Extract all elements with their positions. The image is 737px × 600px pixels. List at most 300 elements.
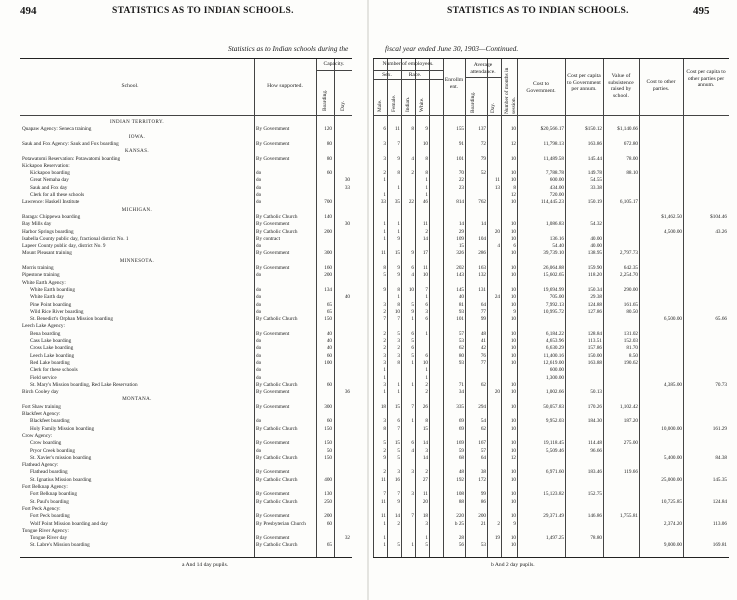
indian-count (402, 367, 414, 374)
attendance-boarding (466, 294, 486, 301)
statistics-row (373, 302, 729, 309)
months-in-session: 10 (510, 491, 516, 498)
months-in-session: 10 (510, 359, 516, 366)
male-count: 1 (383, 221, 386, 228)
white-count: 14 (422, 440, 428, 447)
indian-count: 10 (408, 286, 414, 293)
statistics-row (373, 170, 729, 177)
indian-count (402, 280, 414, 287)
cost-other-parties: 10,725.85 (661, 498, 682, 505)
capacity-day (335, 462, 350, 469)
capacity-boarding: 300 (324, 250, 332, 257)
statistics-row (373, 462, 729, 469)
footnote-right: b And 2 day pupils. (491, 562, 535, 568)
enrollment (444, 433, 464, 440)
section-heading: KANSAS. (124, 149, 150, 155)
column-per-capita-government: Cost per capita to Government per annum. (567, 73, 601, 92)
male-count: 8 (383, 265, 386, 271)
months-in-session (502, 163, 516, 170)
support-type: do (256, 345, 262, 352)
school-row (20, 156, 352, 163)
attendance-boarding: 200 (478, 513, 486, 520)
capacity-boarding: 65 (326, 542, 332, 549)
subsistence-value (604, 280, 638, 287)
female-count: 9 (397, 155, 400, 162)
school-name: Great Nemaha day (30, 177, 69, 184)
cost-other-parties (640, 185, 682, 192)
cost-other-parties (640, 141, 682, 148)
per-capita-other: 169.81 (712, 542, 727, 549)
female-count: 8 (397, 286, 400, 293)
column-how-supported: How supported. (267, 83, 303, 89)
school-row (20, 455, 352, 462)
months-in-session: 10 (510, 345, 516, 352)
capacity-boarding (317, 411, 332, 418)
per-capita-other: 161.29 (712, 425, 727, 432)
school-name: Cass Lake boarding (30, 338, 72, 344)
subsistence-value (604, 323, 638, 330)
school-row (20, 170, 352, 177)
cost-other-parties: 6,500.00 (663, 316, 682, 323)
capacity-boarding: 200 (324, 228, 332, 235)
subsistence-value (604, 294, 638, 301)
per-capita-cost (566, 542, 602, 549)
per-capita-cost: 150.00 (587, 352, 602, 359)
attendance-day (488, 433, 500, 440)
cost-to-government: 434.00 (549, 184, 564, 191)
cost-other-parties (640, 448, 682, 455)
attendance-boarding: 48 (480, 330, 486, 337)
school-name: Morris training (22, 265, 54, 271)
per-capita-other (684, 126, 727, 133)
attendance-day (488, 506, 500, 513)
white-count: 11 (423, 221, 428, 228)
attendance-boarding (466, 528, 486, 535)
school-row (20, 302, 352, 309)
attendance-boarding: 38 (480, 469, 486, 476)
cost-other-parties (640, 375, 682, 382)
subsistence-value (604, 455, 638, 462)
capacity-day (335, 265, 350, 272)
female-count (388, 192, 400, 199)
subsistence-value: 642.35 (623, 265, 638, 271)
statistics-row (373, 280, 729, 287)
attendance-day (488, 141, 500, 148)
female-count: 11 (395, 126, 400, 133)
attendance-day (488, 345, 500, 352)
enrollment: 15 (458, 243, 464, 250)
school-row (20, 484, 352, 491)
months-in-session (502, 323, 516, 330)
school-row (20, 469, 352, 476)
indian-count (402, 484, 414, 491)
male-count: 2 (383, 469, 386, 476)
school-name: Wolf Point Mission boarding and day (30, 520, 108, 527)
female-count: 1 (397, 221, 400, 228)
attendance-boarding (466, 506, 486, 513)
enrollment: 34 (458, 389, 464, 396)
school-row (20, 294, 352, 301)
indian-count (402, 521, 414, 528)
months-in-session: 10 (510, 155, 516, 162)
white-count (416, 484, 428, 491)
school-name: Kickapoo Reservation: (22, 162, 70, 169)
female-count (388, 506, 400, 513)
cost-to-government: 720.00 (549, 192, 564, 198)
column-per-capita-other: Cost per capita to other parties per annum. (686, 69, 726, 88)
months-in-session (502, 433, 516, 440)
capacity-day (335, 521, 350, 528)
cost-other-parties (640, 177, 682, 184)
cost-to-government: 26,064.88 (543, 265, 564, 271)
section-heading-row (20, 134, 352, 141)
statistics-row (373, 192, 729, 199)
school-name: Clerk for all these schools (30, 192, 85, 198)
white-count: 26 (422, 403, 428, 410)
per-capita-cost (566, 280, 602, 287)
indian-count (402, 185, 414, 192)
attendance-boarding (466, 411, 486, 418)
capacity-boarding: 60 (326, 381, 332, 388)
support-type: By Government (256, 126, 290, 133)
attendance-day (488, 469, 500, 476)
indian-count (402, 455, 414, 462)
per-capita-other (684, 418, 727, 425)
capacity-boarding (317, 323, 332, 330)
per-capita-cost: 96.66 (590, 447, 602, 454)
attendance-boarding: 137 (478, 126, 486, 133)
white-count: 1 (425, 330, 428, 337)
school-name: Pine Point boarding (30, 301, 72, 308)
cost-to-government: 600.00 (549, 177, 564, 184)
per-capita-cost: 163.88 (587, 359, 602, 366)
indian-count: 4 (411, 272, 414, 279)
capacity-boarding (317, 236, 332, 243)
per-capita-cost: 157.86 (587, 345, 602, 352)
statistics-row (373, 316, 729, 323)
statistics-row (373, 448, 729, 455)
indian-count (402, 323, 414, 330)
section-heading: MINNESOTA. (119, 258, 155, 264)
per-capita-cost: 29.38 (590, 294, 602, 301)
indian-count (402, 192, 414, 199)
school-name: Wild Rice River boarding (30, 308, 84, 315)
attendance-boarding: 294 (478, 403, 486, 410)
attendance-day: 20 (494, 228, 500, 235)
cost-to-government: 39,739.10 (543, 250, 564, 257)
section-heading: MONTANA. (122, 397, 152, 403)
cost-other-parties (640, 411, 682, 418)
enrollment: 23 (458, 184, 464, 191)
capacity-day (335, 455, 350, 462)
support-type: do (256, 418, 262, 425)
school-row (20, 389, 352, 396)
school-name: Flathead boarding (30, 469, 68, 476)
white-count (416, 243, 428, 250)
school-row (20, 440, 352, 447)
per-capita-cost: 184.30 (587, 418, 602, 425)
subsistence-value (604, 521, 638, 528)
white-count: 2 (425, 228, 428, 235)
cost-to-government: 4,653.96 (545, 338, 564, 344)
per-capita-other (684, 433, 727, 440)
capacity-boarding: 300 (324, 403, 332, 410)
months-in-session: 10 (510, 265, 516, 271)
school-name: Holy Family Mission boarding (30, 425, 95, 432)
female-count (388, 243, 400, 250)
cost-other-parties: 25,000.00 (661, 476, 682, 483)
subsistence-value (604, 426, 638, 433)
female-count: 7 (397, 316, 400, 323)
female-count: 8 (397, 170, 400, 177)
subsistence-value (604, 214, 638, 221)
attendance-boarding (466, 163, 486, 170)
school-row (20, 375, 352, 382)
subsistence-value: 1,755.81 (619, 513, 638, 520)
indian-count (402, 163, 414, 170)
subsistence-value: 131.02 (623, 330, 638, 337)
months-in-session: 10 (510, 126, 516, 133)
attendance-day (488, 126, 500, 133)
attendance-day (488, 309, 500, 316)
subsistence-value (604, 236, 638, 243)
capacity-boarding: 60 (326, 170, 332, 177)
enrollment: 145 (456, 286, 464, 293)
female-count (388, 323, 400, 330)
attendance-boarding (466, 389, 486, 396)
cost-to-government: 600.00 (549, 367, 564, 374)
cost-other-parties (640, 199, 682, 206)
attendance-day (488, 404, 500, 411)
cost-to-government: 7,992.13 (545, 301, 564, 308)
support-type: By Catholic Church (256, 381, 298, 388)
indian-count (402, 221, 414, 228)
capacity-boarding: 65 (326, 301, 332, 308)
attendance-day (488, 156, 500, 163)
female-count: 7 (397, 491, 400, 498)
enrollment: 53 (458, 338, 464, 344)
capacity-day (335, 156, 350, 163)
school-row (20, 338, 352, 345)
attendance-boarding: 167 (478, 440, 486, 447)
column-white: White. (419, 97, 425, 112)
white-count (416, 528, 428, 535)
school-name: St. Benedict's Orphan Mission boarding (30, 316, 113, 323)
subsistence-value: 6,105.17 (619, 199, 638, 206)
enrollment: 69 (458, 418, 464, 425)
statistics-row (373, 250, 729, 257)
capacity-boarding (317, 221, 332, 228)
capacity-boarding (317, 280, 332, 287)
statistics-row (373, 229, 729, 236)
enrollment: 22 (458, 177, 464, 184)
left-page (0, 0, 368, 600)
capacity-day (335, 250, 350, 257)
per-capita-other (684, 280, 727, 287)
per-capita-cost (566, 521, 602, 528)
male-count: 3 (383, 140, 386, 147)
school-name: Mount Pleasant training (22, 250, 72, 257)
indian-count (402, 375, 414, 382)
male-count (374, 411, 386, 418)
indian-count (402, 411, 414, 418)
support-type: By Government (256, 491, 290, 498)
capacity-day (335, 316, 350, 323)
male-count (374, 484, 386, 491)
cost-to-government: 19,118.45 (543, 440, 564, 447)
enrollment: 169 (456, 440, 464, 447)
cost-to-government (518, 499, 564, 506)
female-count: 35 (394, 199, 400, 206)
per-capita-other (684, 462, 727, 469)
attendance-day (488, 323, 500, 330)
per-capita-cost: $150.12 (585, 126, 602, 133)
school-name: Pryor Creek boarding (30, 447, 75, 454)
support-type (256, 528, 314, 535)
capacity-day (335, 229, 350, 236)
indian-count (402, 236, 414, 243)
statistics-row (373, 156, 729, 163)
months-in-session: 10 (510, 235, 516, 242)
attendance-day (488, 163, 500, 170)
indian-count: 22 (408, 199, 414, 206)
attendance-day (488, 221, 500, 228)
statistics-row (373, 272, 729, 279)
cost-to-government: 1,002.66 (545, 389, 564, 396)
white-count: 8 (425, 170, 428, 177)
enrollment: 155 (456, 126, 464, 133)
months-in-session: 10 (510, 228, 516, 235)
support-type: do (256, 367, 262, 374)
months-in-session: 10 (510, 250, 516, 257)
statistics-row (373, 433, 729, 440)
school-name: Flathead Agency: (22, 462, 59, 469)
school-name: Baraga: Chippewa boarding (22, 213, 81, 220)
statistics-row (373, 491, 729, 498)
capacity-day (335, 484, 350, 491)
white-count: 6 (425, 352, 428, 359)
per-capita-other (684, 528, 727, 535)
school-row (20, 535, 352, 542)
white-count: 5 (425, 542, 428, 549)
attendance-boarding: 62 (480, 381, 486, 388)
indian-count: 7 (411, 403, 414, 410)
capacity-boarding (317, 192, 332, 199)
enrollment (444, 375, 464, 382)
enrollment (444, 214, 464, 221)
months-in-session (502, 280, 516, 287)
section-spacer-row (373, 258, 729, 265)
capacity-boarding (317, 535, 332, 542)
capacity-boarding (317, 433, 332, 440)
indian-count (402, 462, 414, 469)
male-count: 7 (383, 491, 386, 498)
female-count: 6 (397, 418, 400, 425)
enrollment (444, 528, 464, 535)
attendance-day (488, 440, 500, 447)
statistics-row (373, 404, 729, 411)
indian-count (402, 141, 414, 148)
subsistence-value (604, 375, 638, 382)
capacity-boarding: 100 (324, 359, 332, 366)
per-capita-cost: 118.20 (587, 272, 602, 279)
white-count: 1 (425, 367, 428, 374)
capacity-day (335, 243, 350, 250)
statistics-row (373, 535, 729, 542)
female-count: 10 (394, 308, 400, 315)
support-type: By Government (256, 265, 290, 271)
capacity-day (335, 367, 350, 374)
per-capita-cost: 78.80 (590, 535, 602, 542)
subsistence-value (604, 221, 638, 228)
support-type: do (256, 359, 262, 366)
per-capita-other (684, 484, 727, 491)
cost-to-government (518, 528, 564, 535)
months-in-session: 10 (510, 469, 516, 476)
attendance-day (488, 192, 500, 199)
school-row (20, 411, 352, 418)
attendance-day: 4 (497, 243, 500, 250)
attendance-boarding: 76 (480, 352, 486, 359)
male-count: 9 (383, 454, 386, 461)
months-in-session (502, 484, 516, 491)
cost-other-parties (640, 170, 682, 177)
cost-to-government (518, 323, 564, 330)
school-name: St. Ignatius Mission boarding (30, 476, 92, 483)
months-in-session: 10 (510, 272, 516, 279)
subsistence-value (604, 177, 638, 184)
support-type: By Government (256, 330, 290, 337)
statistics-row (373, 221, 729, 228)
capacity-boarding: 40 (326, 338, 332, 344)
capacity-boarding (317, 469, 332, 476)
school-name: Harbor Springs boarding (22, 228, 74, 235)
statistics-row (373, 294, 729, 301)
male-count: 2 (383, 330, 386, 337)
school-row (20, 316, 352, 323)
attendance-boarding (466, 243, 486, 250)
male-count (374, 528, 386, 535)
capacity-boarding: 150 (324, 316, 332, 323)
attendance-day: 20 (494, 389, 500, 396)
enrollment: 220 (456, 513, 464, 520)
per-capita-other (684, 177, 727, 184)
cost-other-parties (640, 192, 682, 199)
support-type: By Catholic Church (256, 498, 298, 505)
attendance-boarding (466, 535, 486, 542)
school-row (20, 185, 352, 192)
white-count: 1 (425, 192, 428, 198)
column-average-attendance: Average attendance. (470, 62, 496, 75)
per-capita-cost (566, 229, 602, 236)
section-spacer-row (373, 148, 729, 155)
female-count: 1 (397, 381, 400, 388)
per-capita-other (684, 448, 727, 455)
enrollment: 62 (458, 345, 464, 352)
cost-other-parties (640, 513, 682, 520)
capacity-boarding: 50 (326, 447, 332, 454)
female-count: 14 (394, 513, 400, 520)
support-type (256, 484, 314, 491)
capacity-day (335, 272, 350, 279)
cost-to-government: 11,798.13 (543, 140, 564, 147)
male-count: 5 (383, 440, 386, 447)
school-name: Crow Agency: (22, 432, 53, 439)
statistics-row (373, 265, 729, 272)
female-count (388, 535, 400, 542)
per-capita-cost (566, 382, 602, 389)
per-capita-other (684, 411, 727, 418)
